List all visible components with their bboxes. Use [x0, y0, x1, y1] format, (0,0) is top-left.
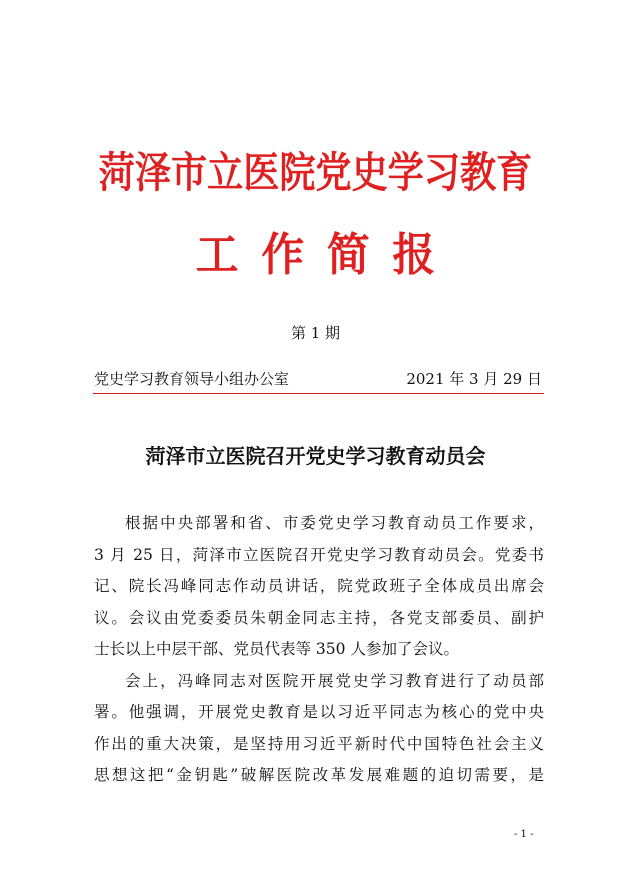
masthead-title-line2: 工作简报 — [195, 228, 458, 281]
article-headline: 菏泽市立医院召开党史学习教育动员会 — [145, 444, 486, 468]
body-line: 会上，冯峰同志对医院开展党史学习教育进行了动员部 — [125, 671, 544, 690]
body-line: 议。会议由党委委员朱朝金同志主持，各党支部委员、副护 — [94, 608, 544, 627]
article-body — [94, 508, 544, 792]
masthead-title-line1: 菏泽市立医院党史学习教育 — [98, 148, 533, 197]
body-line: 士长以上中层干部、党员代表等 350 人参加了会议。 — [94, 640, 459, 658]
issue-number: 第 1 期 — [290, 324, 341, 342]
issue-date: 2021 年 3 月 29 日 — [406, 370, 542, 388]
body-line: 思想这把“金钥匙”破解医院改革发展难题的迫切需要，是 — [94, 766, 544, 784]
body-line: 作出的重大决策，是坚持用习近平新时代中国特色社会主义 — [94, 734, 544, 753]
body-line: 根据中央部署和省、市委党史学习教育动员工作要求， — [125, 514, 544, 532]
body-line: 署。他强调，开展党史教育是以习近平同志为核心的党中央 — [94, 703, 544, 721]
page-number: - 1 - — [514, 829, 534, 840]
red-divider — [93, 393, 544, 394]
body-line: 3 月 25 日，菏泽市立医院召开党史学习教育动员会。党委书 — [94, 545, 544, 564]
body-line: 记、院长冯峰同志作动员讲话，院党政班子全体成员出席会 — [94, 577, 544, 595]
issuing-office: 党史学习教育领导小组办公室 — [94, 370, 290, 388]
